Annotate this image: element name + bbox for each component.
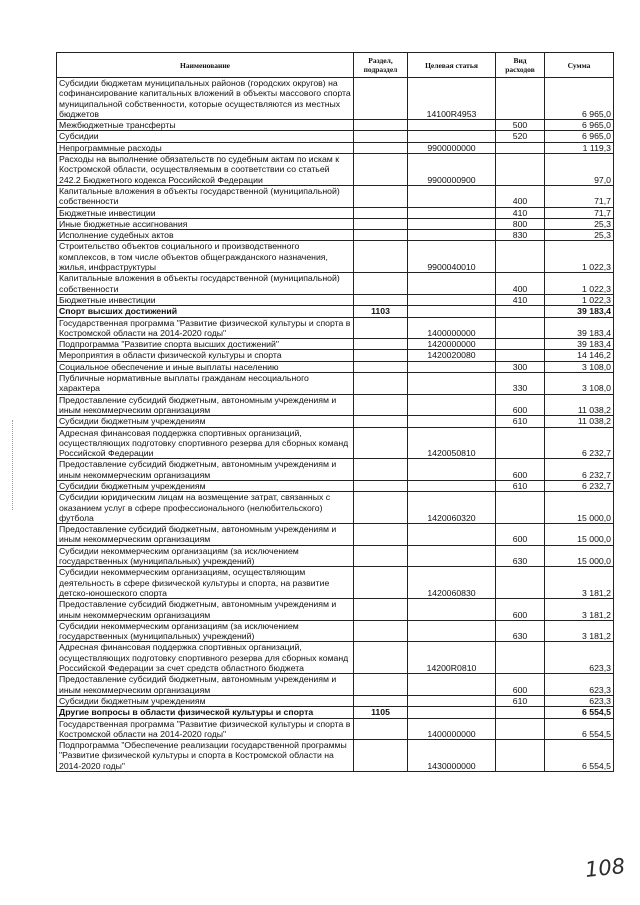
cell-section [354,416,408,427]
cell-target [408,416,496,427]
cell-section [354,427,408,459]
table-row [57,707,614,718]
cell-target [408,273,496,295]
header-sum: Сумма [545,53,614,78]
cell-type [496,642,545,674]
table-row [57,361,614,372]
cell-name: Спорт высших достижений [57,306,354,317]
cell-target: 1420050810 [408,427,496,459]
cell-type [496,317,545,339]
table-row [57,674,614,696]
cell-target [408,394,496,416]
cell-sum: 71,7 [545,185,614,207]
table-row [57,718,614,740]
cell-section [354,142,408,153]
cell-sum: 3 181,2 [545,620,614,642]
table-row [57,78,614,120]
cell-name: Непрограммные расходы [57,142,354,153]
table-row [57,642,614,674]
cell-type [496,350,545,361]
budget-sheet [56,52,613,772]
cell-section [354,394,408,416]
cell-section [354,78,408,120]
cell-sum: 6 232,7 [545,427,614,459]
cell-section [354,154,408,186]
cell-name: Субсидии бюджетам муниципальных районов (городских округов) на софинансирование капитальных вложений в объекты массового спорта муниципальной собственности, которые осуществляются из местных бюджетов [57,78,354,120]
header-section: Раздел, подраздел [354,53,408,78]
cell-section [354,185,408,207]
cell-target [408,524,496,546]
cell-name: Адресная финансовая поддержка спортивных организаций, осуществляющих подготовку спортивного резерва для сборных команд Российской Федерации [57,427,354,459]
cell-type [496,306,545,317]
cell-section [354,642,408,674]
cell-type: 600 [496,599,545,621]
header-name: Наименование [57,53,354,78]
cell-sum: 71,7 [545,207,614,218]
header-target: Целевая статья [408,53,496,78]
cell-sum: 39 183,4 [545,317,614,339]
cell-name: Предоставление субсидий бюджетным, автономным учреждениям и иным некоммерческим организациям [57,394,354,416]
cell-name: Субсидии некоммерческим организациям (за исключением государственных (муниципальных) учреждений) [57,545,354,567]
cell-type: 600 [496,524,545,546]
cell-sum: 1 022,3 [545,273,614,295]
cell-name: Предоставление субсидий бюджетным, автономным учреждениям и иным некоммерческим организациям [57,674,354,696]
cell-name: Другие вопросы в области физической культуры и спорта [57,707,354,718]
cell-target [408,459,496,481]
cell-section [354,695,408,706]
cell-type [496,492,545,524]
cell-type: 630 [496,545,545,567]
cell-target [408,120,496,131]
cell-name: Предоставление субсидий бюджетным, автономным учреждениям и иным некоммерческим организациям [57,459,354,481]
cell-type: 500 [496,120,545,131]
cell-type: 610 [496,695,545,706]
cell-target [408,218,496,229]
cell-type: 520 [496,131,545,142]
cell-name: Субсидии некоммерческим организациям (за исключением государственных (муниципальных) учреждений) [57,620,354,642]
cell-name: Государственная программа "Развитие физической культуры и спорта в Костромской области на 2014-2020 годы" [57,317,354,339]
cell-section [354,480,408,491]
cell-target [408,306,496,317]
cell-name: Строительство объектов социального и производственного комплексов, в том числе объектов общегражданского назначения, жилья, инфраструктуры [57,241,354,273]
cell-name: Субсидии бюджетным учреждениям [57,416,354,427]
cell-type [496,142,545,153]
cell-section: 1105 [354,707,408,718]
cell-type: 400 [496,273,545,295]
cell-section [354,317,408,339]
table-row [57,459,614,481]
header-type: Вид расходов [496,53,545,78]
cell-section [354,740,408,772]
cell-sum: 623,3 [545,695,614,706]
cell-section [354,718,408,740]
table-row [57,306,614,317]
table-row [57,740,614,772]
cell-sum: 6 554,5 [545,707,614,718]
table-row [57,120,614,131]
cell-name: Мероприятия в области физической культуры и спорта [57,350,354,361]
cell-section [354,492,408,524]
cell-sum: 1 022,3 [545,241,614,273]
cell-sum: 3 108,0 [545,373,614,395]
cell-section [354,373,408,395]
cell-target [408,207,496,218]
cell-target [408,599,496,621]
table-row [57,480,614,491]
cell-name: Подпрограмма "Обеспечение реализации государственной программы "Развитие физической культуры и спорта в Костромской области на 2014-2020 годы" [57,740,354,772]
cell-target [408,185,496,207]
table-row [57,294,614,305]
cell-name: Расходы на выполнение обязательств по судебным актам по искам к Костромской области, осуществляемым в соответствии со статьей 242.2 Бюджетного кодекса Российской Федерации [57,154,354,186]
cell-name: Капитальные вложения в объекты государственной (муниципальной) собственности [57,185,354,207]
table-row [57,416,614,427]
cell-section [354,674,408,696]
cell-target [408,695,496,706]
cell-target: 9900000900 [408,154,496,186]
cell-sum: 6 965,0 [545,120,614,131]
cell-sum: 6 232,7 [545,459,614,481]
header-row [57,53,614,78]
cell-type: 830 [496,230,545,241]
table-body [57,78,614,772]
cell-section [354,620,408,642]
cell-sum: 623,3 [545,674,614,696]
cell-type [496,740,545,772]
table-row [57,350,614,361]
cell-sum: 1 119,3 [545,142,614,153]
cell-target [408,230,496,241]
cell-type: 600 [496,394,545,416]
cell-sum: 39 183,4 [545,339,614,350]
cell-type [496,241,545,273]
cell-target [408,620,496,642]
cell-section [354,273,408,295]
table-header [57,53,614,78]
table-row [57,567,614,599]
cell-name: Бюджетные инвестиции [57,294,354,305]
cell-sum: 25,3 [545,230,614,241]
cell-section [354,294,408,305]
cell-section [354,567,408,599]
table-row [57,185,614,207]
cell-type: 330 [496,373,545,395]
table-row [57,317,614,339]
cell-type [496,78,545,120]
cell-section: 1103 [354,306,408,317]
budget-table [56,52,614,772]
cell-section [354,120,408,131]
cell-section [354,339,408,350]
cell-target: 14200R0810 [408,642,496,674]
cell-sum: 15 000,0 [545,524,614,546]
cell-name: Субсидии некоммерческим организациям, осуществляющим деятельность в сфере физической культуры и спорта, на развитие детско-юношеского спорта [57,567,354,599]
cell-name: Субсидии [57,131,354,142]
cell-target [408,674,496,696]
table-row [57,695,614,706]
table-row [57,524,614,546]
cell-type: 630 [496,620,545,642]
cell-target [408,545,496,567]
table-row [57,230,614,241]
cell-name: Субсидии бюджетным учреждениям [57,695,354,706]
cell-type: 600 [496,459,545,481]
cell-target: 1430000000 [408,740,496,772]
cell-target [408,361,496,372]
page-number: 108 [583,853,627,883]
cell-target: 1420060830 [408,567,496,599]
cell-section [354,218,408,229]
cell-sum: 11 038,2 [545,416,614,427]
cell-type: 400 [496,185,545,207]
cell-target [408,707,496,718]
cell-sum: 6 554,5 [545,740,614,772]
cell-type: 800 [496,218,545,229]
cell-sum: 6 232,7 [545,480,614,491]
table-row [57,394,614,416]
cell-sum: 25,3 [545,218,614,229]
cell-type [496,154,545,186]
cell-type: 600 [496,674,545,696]
cell-section [354,599,408,621]
cell-section [354,131,408,142]
cell-section [354,241,408,273]
cell-sum: 3 108,0 [545,361,614,372]
cell-target [408,294,496,305]
cell-name: Предоставление субсидий бюджетным, автономным учреждениям и иным некоммерческим организациям [57,599,354,621]
table-row [57,545,614,567]
cell-type: 300 [496,361,545,372]
cell-target: 1420020080 [408,350,496,361]
cell-sum: 3 181,2 [545,599,614,621]
cell-name: Государственная программа "Развитие физической культуры и спорта в Костромской области на 2014-2020 годы" [57,718,354,740]
cell-section [354,350,408,361]
cell-target: 1400000000 [408,317,496,339]
cell-sum: 15 000,0 [545,545,614,567]
cell-name: Социальное обеспечение и иные выплаты населению [57,361,354,372]
table-row [57,131,614,142]
table-row [57,142,614,153]
cell-name: Субсидии бюджетным учреждениям [57,480,354,491]
table-row [57,427,614,459]
cell-target: 1420060320 [408,492,496,524]
cell-type [496,718,545,740]
table-row [57,373,614,395]
cell-section [354,459,408,481]
cell-section [354,545,408,567]
cell-type [496,427,545,459]
cell-name: Бюджетные инвестиции [57,207,354,218]
cell-name: Подпрограмма "Развитие спорта высших достижений" [57,339,354,350]
table-row [57,599,614,621]
margin-mark [12,420,14,510]
cell-target [408,480,496,491]
cell-name: Субсидии юридическим лицам на возмещение затрат, связанных с оказанием услуг в сфере профессионального (нелюбительского) футбола [57,492,354,524]
cell-type: 610 [496,480,545,491]
cell-sum: 39 183,4 [545,306,614,317]
cell-target: 1420000000 [408,339,496,350]
cell-name: Публичные нормативные выплаты гражданам несоциального характера [57,373,354,395]
cell-name: Исполнение судебных актов [57,230,354,241]
cell-section [354,207,408,218]
table-row [57,620,614,642]
cell-sum: 1 022,3 [545,294,614,305]
cell-type: 410 [496,294,545,305]
cell-type [496,567,545,599]
cell-name: Предоставление субсидий бюджетным, автономным учреждениям и иным некоммерческим организациям [57,524,354,546]
cell-target: 1400000000 [408,718,496,740]
table-row [57,207,614,218]
table-row [57,154,614,186]
cell-name: Межбюджетные трансферты [57,120,354,131]
cell-type [496,707,545,718]
cell-target: 9900040010 [408,241,496,273]
cell-sum: 6 554,5 [545,718,614,740]
cell-target [408,373,496,395]
cell-sum: 11 038,2 [545,394,614,416]
table-row [57,273,614,295]
cell-name: Адресная финансовая поддержка спортивных организаций, осуществляющих подготовку спортивного резерва для сборных команд Российской Федерации за счет средств областного бюджета [57,642,354,674]
cell-sum: 97,0 [545,154,614,186]
cell-type [496,339,545,350]
cell-sum: 3 181,2 [545,567,614,599]
cell-target: 14100R4953 [408,78,496,120]
cell-sum: 623,3 [545,642,614,674]
cell-name: Капитальные вложения в объекты государственной (муниципальной) собственности [57,273,354,295]
cell-sum: 14 146,2 [545,350,614,361]
table-row [57,339,614,350]
cell-sum: 15 000,0 [545,492,614,524]
cell-sum: 6 965,0 [545,131,614,142]
table-row [57,218,614,229]
cell-name: Иные бюджетные ассигнования [57,218,354,229]
cell-type: 610 [496,416,545,427]
cell-type: 410 [496,207,545,218]
cell-section [354,361,408,372]
cell-target [408,131,496,142]
cell-sum: 6 965,0 [545,78,614,120]
cell-section [354,524,408,546]
table-row [57,492,614,524]
table-row [57,241,614,273]
cell-target: 9900000000 [408,142,496,153]
cell-section [354,230,408,241]
